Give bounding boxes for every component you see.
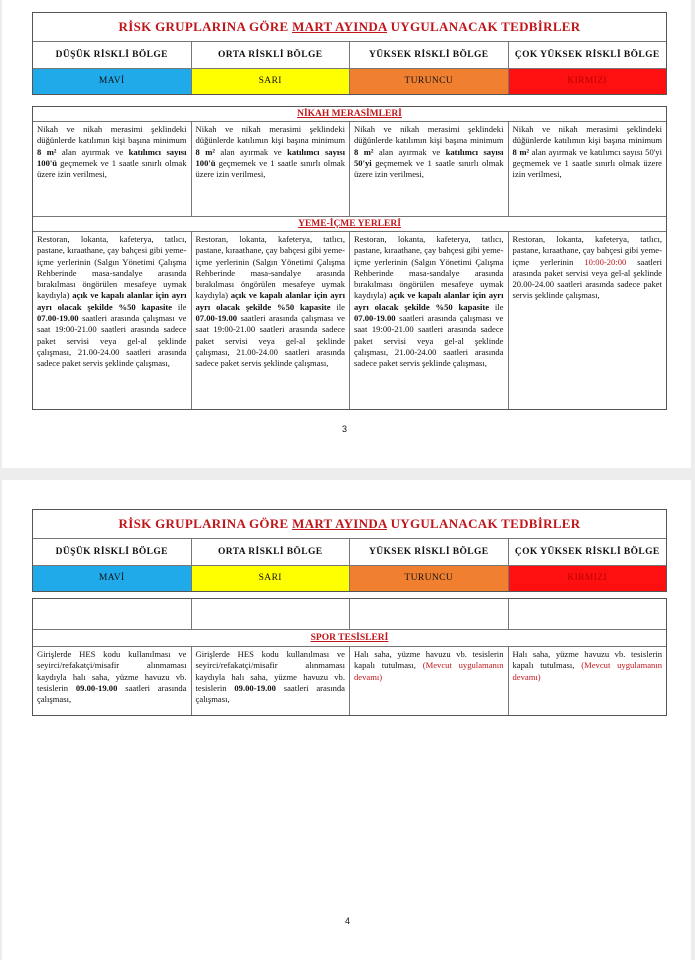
color-row (33, 69, 666, 94)
color-red: KIRMIZI (509, 69, 667, 94)
yeme-icme-cell-medium: Restoran, lokanta, kafeterya, tatlıcı, pastane, kıraathane, çay bahçesi gibi yeme-içme yerlerinin (Salgın Yönetimi Çalışma Rehberinde masa-sandalye arasında bırakılması öngörülen mesafeye uymak kaydıyla) açık ve kapalı alanlar için ayrı ayrı olacak şekilde %50 kapasite ile 07.00-19.00 saatleri arasında çalışması ve saat 19:00-21.00 saatleri arasında sadece paket servisi veya gel-al şeklinde çalışması, 21.00-24.00 saatleri arasında sadece paket servis şeklinde çalışması, (192, 232, 351, 409)
spor-cell-very-high: Halı saha, yüzme havuzu vb. tesislerin kapalı tutulması, (Mevcut uygulamanın devamı) (512, 649, 662, 682)
document-page-3 (2, 0, 691, 468)
page-number: 3 (342, 424, 348, 434)
nikah-cell-high: Nikah ve nikah merasimi şeklindeki düğünlerde katılımın kişi başına minimum 8 m² alan ayırmak ve katılımcı sayısı 50'yi geçmemek ve 1 saatle sınırlı olmak üzere izin verilmesi, (350, 122, 509, 216)
color-blue: MAVİ (33, 566, 192, 591)
region-header-row (33, 42, 666, 69)
region-high: YÜKSEK RİSKLİ BÖLGE (350, 42, 509, 69)
nikah-cell-low: Nikah ve nikah merasimi şeklindeki düğünlerde katılımın kişi başına minimum 8 m² alan ayırmak ve katılımcı sayısı 100'ü geçmemek ve 1 saatle sınırlı olmak üzere izin verilmesi, (33, 122, 192, 216)
color-yellow: SARI (192, 69, 351, 94)
risk-legend-table (32, 12, 667, 95)
region-very-high: ÇOK YÜKSEK RİSKLİ BÖLGE (509, 539, 667, 566)
color-row (33, 566, 666, 591)
section-title-nikah: NİKAH MERASİMLERİ (33, 107, 666, 122)
risk-legend-table (32, 509, 667, 592)
measures-table (32, 106, 667, 410)
region-low: DÜŞÜK RİSKLİ BÖLGE (33, 42, 192, 69)
measures-table (32, 598, 667, 716)
document-page-4 (2, 480, 691, 960)
empty-cell (509, 599, 667, 629)
region-high: YÜKSEK RİSKLİ BÖLGE (350, 539, 509, 566)
region-medium: ORTA RİSKLİ BÖLGE (192, 42, 351, 69)
region-very-high: ÇOK YÜKSEK RİSKLİ BÖLGE (509, 42, 667, 69)
nikah-cell-very-high: Nikah ve nikah merasimi şeklindeki düğünlerde katılımın kişi başına minimum 8 m² alan ayırmak ve katılımcı sayısı 50'yi geçmemek ve 1 saatle sınırlı olmak üzere izin verilmesi, (512, 124, 662, 180)
empty-cell (350, 599, 509, 629)
color-yellow: SARI (192, 566, 351, 591)
section-title-spor: SPOR TESİSLERİ (33, 630, 666, 647)
nikah-cell-medium: Nikah ve nikah merasimi şeklindeki düğünlerde katılımın kişi başına minimum 8 m² alan ayırmak ve katılımcı sayısı 100'ü geçmemek ve 1 saatle sınırlı olmak üzere izin verilmesi, (192, 122, 351, 216)
spor-row (33, 647, 666, 715)
empty-cell (192, 599, 351, 629)
nikah-row (33, 122, 666, 217)
page-number: 4 (345, 916, 351, 926)
color-orange: TURUNCU (350, 69, 509, 94)
spor-cell-low: Girişlerde HES kodu kullanılması ve seyirci/refakatçi/misafir alınmaması kaydıyla halı saha, yüzme havuzu vb. tesislerin 09.00-19.00 saatleri arasında çalışması, (33, 647, 192, 715)
yeme-icme-cell-high: Restoran, lokanta, kafeterya, tatlıcı, pastane, kıraathane, çay bahçesi gibi yeme-içme yerlerinin (Salgın Yönetimi Çalışma Rehberinde masa-sandalye arasında bırakılması öngörülen mesafeye uymak kaydıyla) açık ve kapalı alanlar için ayrı ayrı olacak şekilde %50 kapasite ile 07.00-19.00 saatleri arasında çalışması ve saat 19:00-21.00 saatleri arasında sadece paket servisi veya gel-al şeklinde çalışması, 21.00-24.00 saatleri arasında sadece paket servis şeklinde çalışması, (350, 232, 509, 409)
yeme-icme-cell-very-high: Restoran, lokanta, kafeterya, tatlıcı, pastane, kıraathane, çay bahçesi gibi yeme-içme yerlerinin 10:00-20:00 saatleri arasında paket servisi veya gel-al şeklinde 20.00-24.00 saatleri arasında sadece paket servis şeklinde çalışması, (512, 234, 662, 301)
color-red: KIRMIZI (509, 566, 667, 591)
region-header-row (33, 539, 666, 566)
color-orange: TURUNCU (350, 566, 509, 591)
yeme-icme-cell-low: Restoran, lokanta, kafeterya, tatlıcı, pastane, kıraathane, çay bahçesi gibi yeme-içme yerlerinin (Salgın Yönetimi Çalışma Rehberinde masa-sandalye arasında bırakılması öngörülen mesafeye uymak kaydıyla) açık ve kapalı alanlar için ayrı ayrı olacak şekilde %50 kapasite ile 07.00-19.00 saatleri arasında çalışması ve saat 19:00-21.00 saatleri arasında sadece paket servisi veya gel-al şeklinde çalışması, 21.00-24.00 saatleri arasında sadece paket servis şeklinde çalışması, (33, 232, 192, 409)
color-blue: MAVİ (33, 69, 192, 94)
spor-cell-high: Halı saha, yüzme havuzu vb. tesislerin kapalı tutulması, (Mevcut uygulamanın devamı) (350, 647, 509, 715)
region-medium: ORTA RİSKLİ BÖLGE (192, 539, 351, 566)
empty-cell (33, 599, 192, 629)
empty-row (33, 599, 666, 630)
region-low: DÜŞÜK RİSKLİ BÖLGE (33, 539, 192, 566)
section-title-yeme-icme: YEME-İÇME YERLERİ (33, 217, 666, 232)
spor-cell-medium: Girişlerde HES kodu kullanılması ve seyirci/refakatçi/misafir alınmaması kaydıyla halı saha, yüzme havuzu vb. tesislerin 09.00-19.00 saatleri arasında çalışması, (192, 647, 351, 715)
yeme-icme-row (33, 232, 666, 409)
page-title: RİSK GRUPLARINA GÖRE MART AYINDA UYGULANACAK TEDBİRLER (33, 13, 666, 42)
page-title: RİSK GRUPLARINA GÖRE MART AYINDA UYGULANACAK TEDBİRLER (33, 510, 666, 539)
